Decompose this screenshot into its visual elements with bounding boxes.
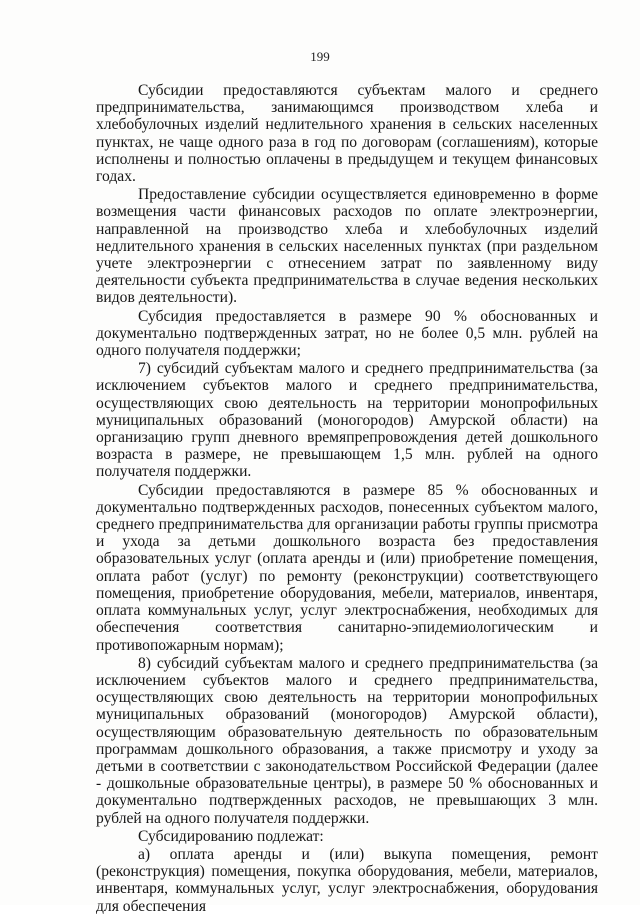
paragraph-subsidies-bread-production: Субсидии предоставляются субъектам малого и среднего предпринимательства, занимающимся производством хлеба и хлебобулочных изделий недлительного хранения в сельских населенных пунктах, не чаще одного раза в год по договорам (соглашениям), которые исполнены и полностью оплачены в предыдущем и текущем финансовых годах.: [96, 82, 598, 186]
paragraph-item-a-rent-purchase: а) оплата аренды и (или) выкупа помещения, ремонт (реконструкция) помещения, покупка оборудования, мебели, материалов, инвентаря, коммунальных услуг, услуг электроснабжения, оборудования для обеспечения: [96, 845, 598, 915]
paragraph-subsidy-85-percent: Субсидии предоставляются в размере 85 % обоснованных и документально подтвержденных расходов, понесенных субъектом малого, среднего предпринимательства для организации работы группы присмотра и ухода за детьми дошкольного возраста без предоставления образовательных услуг (оплата аренды и (или) приобретение помещения, оплата работ (услуг) по ремонту (реконструкции) соответствующего помещения, приобретение оборудования, мебели, материалов, инвентаря, оплата коммунальных услуг, услуг электроснабжения, необходимых для обеспечения соответствия санитарно-эпидемиологическим и противопожарным нормам);: [96, 481, 598, 654]
paragraph-subsidy-provision-electricity: Предоставление субсидии осуществляется единовременно в форме возмещения части финансовых расходов по оплате электроэнергии, направленной на производство хлеба и хлебобулочных изделий недлительного хранения в сельских населенных пунктах (при раздельном учете электроэнергии с отнесением затрат по заявленному виду деятельности субъекта предпринимательства в случае ведения нескольких видов деятельности).: [96, 186, 598, 307]
page-number: 199: [310, 49, 330, 64]
document-body: [96, 82, 598, 916]
paragraph-item-8-preschool-centers: 8) субсидий субъектам малого и среднего предпринимательства (за исключением субъектов малого и среднего предпринимательства, осуществляющих свою деятельность на территории монопрофильных муниципальных образований (моногородов) Амурской области), осуществляющим образовательную деятельность по образовательным программам дошкольного образования, а также присмотру и уходу за детьми в соответствии с законодательством Российской Федерации (далее - дошкольные образовательные центры), в размере 50 % обоснованных и документально подтвержденных расходов, не превышающих 3 млн. рублей на одного получателя поддержки.: [96, 654, 598, 827]
paragraph-item-7-daycare-groups: 7) субсидий субъектам малого и среднего предпринимательства (за исключением субъектов малого и среднего предпринимательства, осуществляющих свою деятельность на территории монопрофильных муниципальных образований (моногородов) Амурской области) на организацию групп дневного времяпрепровождения детей дошкольного возраста в размере, не превышающем 1,5 млн. рублей на одного получателя поддержки.: [96, 360, 598, 481]
paragraph-subsidizable-items-heading: Субсидированию подлежат:: [138, 827, 324, 845]
paragraph-subsidy-90-percent: Субсидия предоставляется в размере 90 % обоснованных и документально подтвержденных затрат, но не более 0,5 млн. рублей на одного получателя поддержки;: [96, 307, 598, 360]
